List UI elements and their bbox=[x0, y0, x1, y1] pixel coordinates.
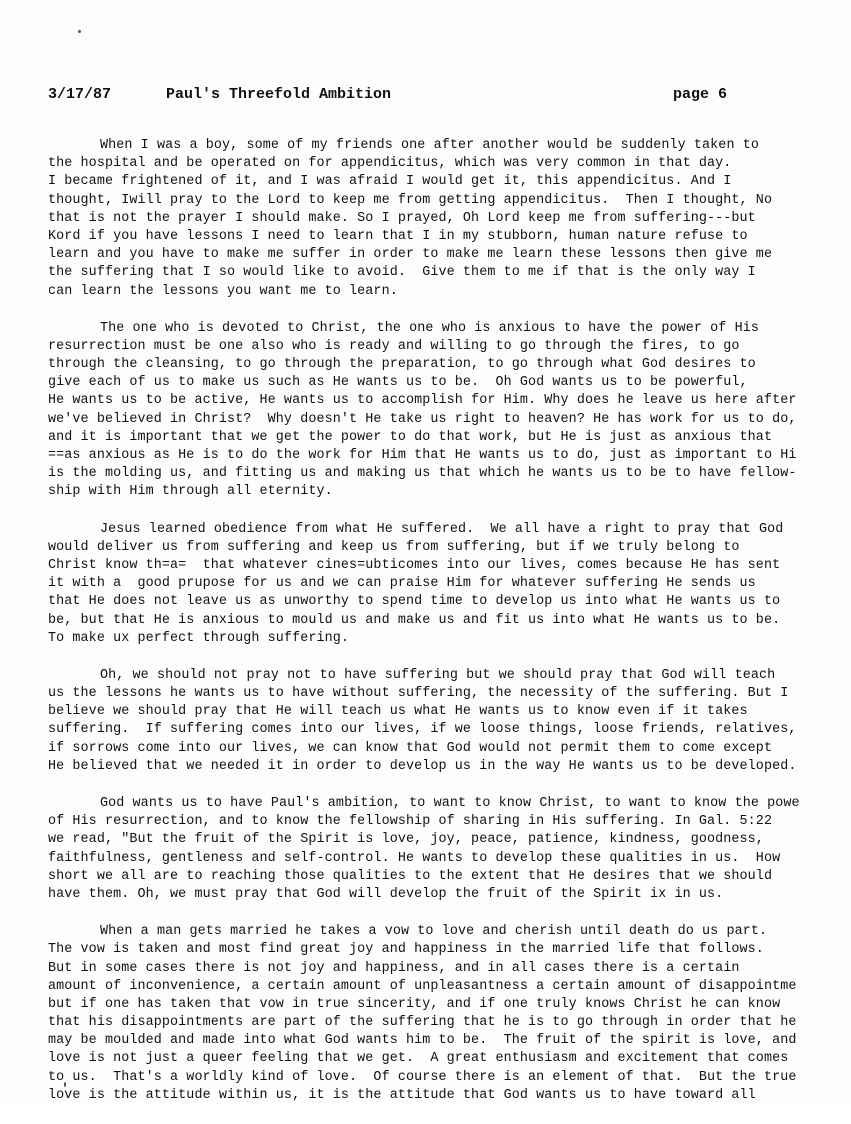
text-line: of His resurrection, and to know the fellowship of sharing in His suffering. In Gal. 5:22 bbox=[48, 814, 773, 830]
text-line: to us. That's a worldly kind of love. Of course there is an element of that. But the true bbox=[48, 1069, 797, 1085]
text-line: the suffering that I so would like to avoid. Give them to me if that is the only way I bbox=[48, 265, 756, 281]
text-line: The one who is devoted to Christ, the one who is anxious to have the power of His bbox=[100, 320, 759, 336]
text-line: love is the attitude within us, it is the attitude that God wants us to have toward all bbox=[48, 1087, 756, 1103]
text-line: I became frightened of it, and I was afraid I would get it, this appendicitus. And I bbox=[48, 174, 732, 190]
text-line: can learn the lessons you want me to learn. bbox=[48, 283, 398, 299]
text-line: if sorrows come into our lives, we can know that God would not permit them to come except bbox=[48, 740, 773, 756]
text-line: To make ux perfect through suffering. bbox=[48, 630, 350, 646]
paragraph bbox=[48, 923, 828, 1105]
text-line: When a man gets married he takes a vow to love and cherish until death do us part. bbox=[100, 924, 768, 940]
text-line: and it is important that we get the power to do that work, but He is just as anxious that bbox=[48, 429, 773, 445]
text-line: give each of us to make us such as He wants us to be. Oh God wants us to be powerful, bbox=[48, 375, 748, 391]
text-line: suffering. If suffering comes into our lives, if we loose things, loose friends, relatives, bbox=[48, 722, 797, 738]
paragraph bbox=[48, 667, 828, 776]
text-line: Christ know th=a= that whatever cines=ubticomes into our lives, comes because He has sent bbox=[48, 557, 781, 573]
text-line: When I was a boy, some of my friends one after another would be suddenly taken to bbox=[100, 138, 759, 153]
text-line: that his disappointments are part of the suffering that he is to go through in order that he bbox=[48, 1015, 797, 1031]
text-line: amount of inconvenience, a certain amount of unpleasantness a certain amount of disappointme bbox=[48, 978, 797, 994]
text-line: be, but that He is anxious to mould us and make us and fit us into what He wants us to be. bbox=[48, 612, 781, 628]
text-line: we read, "But the fruit of the Spirit is love, joy, peace, patience, kindness, goodness, bbox=[48, 832, 764, 848]
text-line: is the molding us, and fitting us and making us that which he wants us to be to have fellow- bbox=[48, 466, 797, 482]
text-line: through the cleansing, to go through the preparation, to go through what God desires to bbox=[48, 357, 756, 373]
text-line: short we all are to reaching those qualities to the extent that He desires that we should bbox=[48, 868, 773, 884]
text-line: But in some cases there is not joy and happiness, and in all cases there is a certain bbox=[48, 960, 740, 976]
text-line: the hospital and be operated on for appendicitus, which was very common in that day. bbox=[48, 156, 732, 172]
text-line: love is not just a queer feeling that we get. A great enthusiasm and excitement that comes bbox=[48, 1051, 789, 1067]
text-line: would deliver us from suffering and keep us from suffering, but if we truly belong to bbox=[48, 539, 740, 555]
text-line: have them. Oh, we must pray that God will develop the fruit of the Spirit ix in us. bbox=[48, 886, 724, 902]
text-line: Oh, we should not pray not to have suffering but we should pray that God will teach bbox=[100, 667, 776, 683]
paragraph bbox=[48, 795, 828, 904]
header-date: 3/17/87 bbox=[48, 86, 112, 103]
text-line: ship with Him through all eternity. bbox=[48, 484, 333, 500]
text-line: but if one has taken that vow in true sincerity, and if one truly knows Christ he can know bbox=[48, 996, 781, 1012]
document-body bbox=[48, 137, 828, 1124]
text-line: it with a good prupose for us and we can praise Him for whatever suffering He sends us bbox=[48, 576, 756, 592]
text-line: we've believed in Christ? Why doesn't He take us right to heaven? He has work for us to do, bbox=[48, 411, 797, 427]
text-line: learn and you have to make me suffer in order to make me learn these lessons then give me bbox=[48, 247, 773, 263]
text-line: He believed that we needed it in order to develop us in the way He wants us to be developed. bbox=[48, 758, 797, 774]
text-line: that is not the prayer I should make. So I prayed, Oh Lord keep me from suffering---but bbox=[48, 210, 756, 226]
text-line: God wants us to have Paul's ambition, to want to know Christ, to want to know the powe bbox=[100, 796, 800, 811]
text-line: ==as anxious as He is to do the work for Him that He wants us to do, just as important to Hi bbox=[48, 448, 797, 463]
text-line: thought, Iwill pray to the Lord to keep me from getting appendicitus. Then I thought, No bbox=[48, 192, 773, 208]
text-line: us the lessons he wants us to have without suffering, the necessity of the suffering. But I bbox=[48, 686, 789, 702]
text-line: faithfulness, gentleness and self-control. He wants to develop these qualities in us. How bbox=[48, 850, 781, 866]
text-line: Jesus learned obedience from what He suffered. We all have a right to pray that God bbox=[100, 521, 784, 537]
paper-speck bbox=[78, 30, 81, 33]
paragraph bbox=[48, 320, 828, 502]
paragraph bbox=[48, 521, 828, 648]
header-page-number: page 6 bbox=[673, 86, 728, 103]
text-line: may be moulded and made into what God wants him to be. The fruit of the spirit is love, and bbox=[48, 1033, 797, 1049]
text-line: He wants us to be active, He wants us to accomplish for Him. Why does he leave us here after bbox=[48, 393, 797, 409]
text-line: that He does not leave us as unworthy to spend time to develop us into what He wants us to bbox=[48, 594, 781, 610]
text-line: Kord if you have lessons I need to learn that I in my stubborn, human nature refuse to bbox=[48, 228, 748, 244]
text-line: believe we should pray that He will teach us what He wants us to know even if it takes bbox=[48, 704, 748, 720]
text-line: resurrection must be one also who is ready and willing to go through the fires, to go bbox=[48, 338, 740, 354]
text-line: The vow is taken and most find great joy and happiness in the married life that follows. bbox=[48, 942, 764, 958]
header-title: Paul's Threefold Ambition bbox=[166, 86, 392, 103]
paragraph bbox=[48, 137, 828, 301]
page-header bbox=[48, 86, 831, 106]
